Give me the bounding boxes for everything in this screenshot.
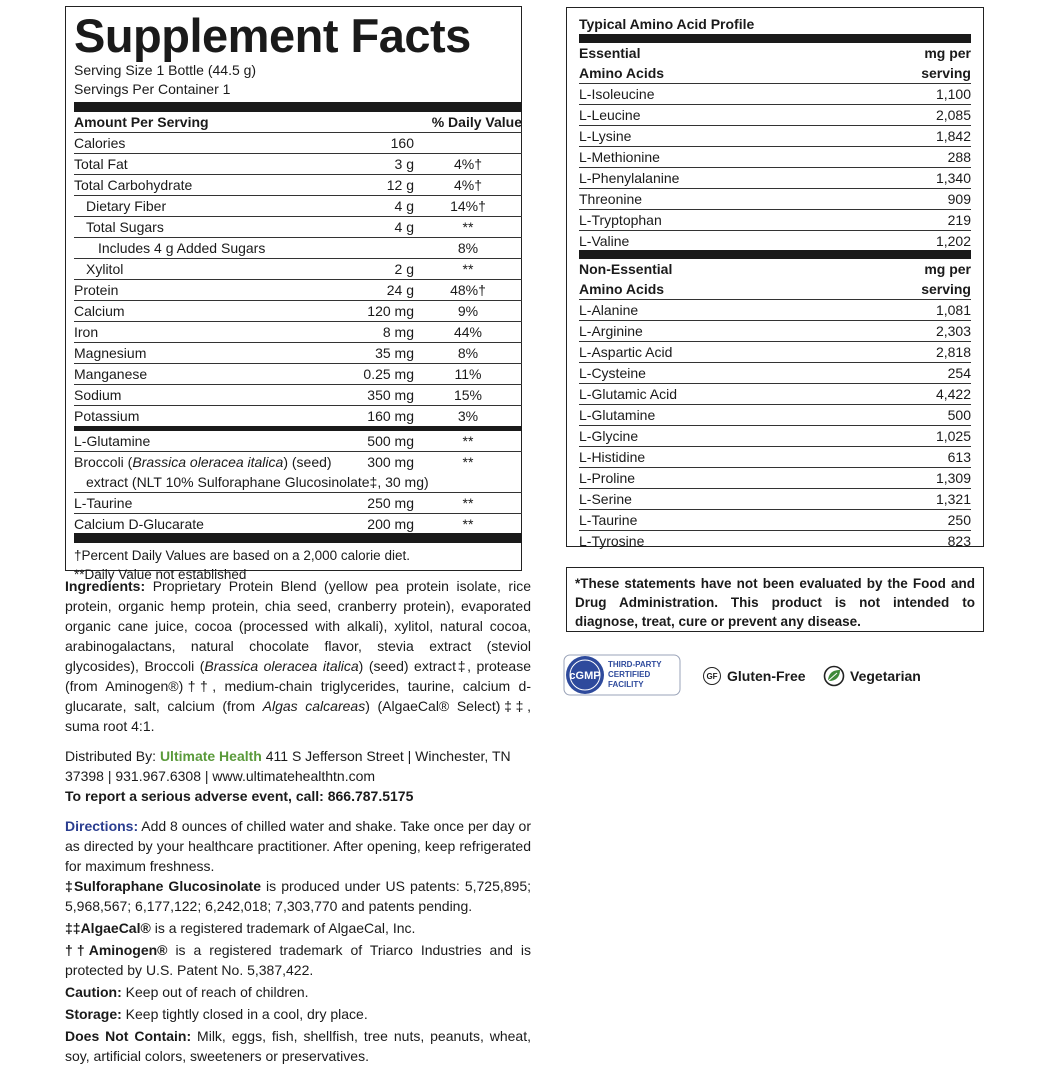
ingredient-amount: 500 mg: [367, 433, 414, 449]
nutrient-amount: 12 g: [386, 177, 414, 193]
nutrient-name: Magnesium: [74, 345, 147, 361]
nutrient-row: [74, 364, 522, 385]
amino-acid-row: [579, 168, 971, 189]
nutrient-amount: 35 mg: [375, 345, 414, 361]
nutrient-amount: 8 mg: [382, 324, 414, 340]
nutrient-amount: 160: [390, 135, 414, 151]
does-not-contain-paragraph: [65, 1026, 531, 1066]
aminogen-paragraph: [65, 940, 531, 980]
nutrient-row: [74, 133, 522, 154]
nutrient-daily-value: 4%†: [453, 177, 483, 193]
unit-hdr-1: mg per: [924, 45, 971, 61]
nutrient-daily-value: 11%: [454, 366, 482, 382]
nutrient-daily-value: 48%†: [450, 282, 486, 298]
nutrient-daily-value: 15%: [453, 387, 483, 403]
amino-acid-mg: 288: [947, 149, 971, 165]
amino-acid-name: L-Proline: [579, 470, 636, 486]
nutrient-daily-value: **: [462, 261, 474, 277]
amino-acid-row: [579, 426, 971, 447]
nutrient-daily-value: 14%†: [450, 198, 486, 214]
amino-acid-mg: 909: [947, 191, 971, 207]
caution-text: Keep out of reach of children.: [121, 984, 309, 1000]
amino-acid-mg: 1,202: [935, 233, 971, 249]
nutrient-row: [74, 154, 522, 175]
ingredient-daily-value: **: [462, 516, 474, 532]
amino-acid-mg: 823: [947, 533, 971, 549]
cgmp-line-1: THIRD-PARTY: [608, 660, 662, 669]
sulforaphane-label: ‡Sulforaphane Glucosinolate: [65, 878, 262, 894]
nutrient-row: [74, 175, 522, 196]
nutrient-amount: 160 mg: [367, 408, 414, 424]
nutrient-amount: 120 mg: [367, 303, 414, 319]
amino-acid-mg: 1,309: [935, 470, 971, 486]
essential-hdr-1: Essential: [579, 45, 641, 61]
unit-hdr-2: serving: [921, 65, 971, 81]
ingredient-name-a: Broccoli (: [74, 454, 133, 470]
nutrient-rows: [74, 133, 521, 426]
amino-acid-row: [579, 126, 971, 147]
nutrient-daily-value: [414, 133, 522, 153]
ingredients-label: Ingredients:: [65, 578, 146, 594]
algaecal-paragraph: [65, 918, 531, 938]
divider-thick-mid: [579, 250, 971, 259]
nutrient-daily-value: 4%†: [453, 156, 483, 172]
amino-acid-row: [579, 384, 971, 405]
amino-acid-row: [579, 447, 971, 468]
amino-acid-name: L-Glutamic Acid: [579, 386, 678, 402]
nutrient-daily-value: 8%: [457, 345, 479, 361]
nonessential-hdr-1: Non-Essential: [579, 261, 673, 277]
nutrient-daily-value: **: [462, 219, 474, 235]
nutrient-daily-value: 44%: [453, 324, 483, 340]
ingredient-amount: 250 mg: [367, 495, 414, 511]
distributor-paragraph: [65, 746, 531, 786]
ingredient-daily-value: **: [462, 433, 474, 449]
header-daily-value: % Daily Value: [431, 114, 522, 130]
nonessential-header: [579, 259, 971, 300]
ingredients-text-a: Proprietary Protein Blend (yellow pea protein isolate, rice protein, organic hemp protein, chia seed, cranberry protein), evaporated organic cane juice, cocoa (processed with alkali), xylitol, natural cocoa, arabinogalactans, natural chocolate flavor, stevia extract (steviol glycosides), Broccoli (: [65, 578, 531, 674]
distributor-brand: Ultimate Health: [159, 748, 262, 764]
nutrient-daily-value: 8%: [457, 240, 479, 256]
amino-acid-mg: 500: [947, 407, 971, 423]
facts-title: Supplement Facts: [74, 9, 471, 62]
amino-acid-row: [579, 231, 971, 251]
amino-acid-name: L-Glutamine: [579, 407, 656, 423]
nutrient-name: Calories: [74, 135, 126, 151]
amino-acid-name: L-Isoleucine: [579, 86, 655, 102]
cgmp-mark: cGMP: [569, 670, 601, 682]
nutrient-name: Potassium: [74, 408, 140, 424]
amino-acid-name: L-Serine: [579, 491, 632, 507]
ingredients-paragraph: [65, 576, 531, 736]
nutrient-name: Total Fat: [74, 156, 128, 172]
nutrient-amount: 2 g: [394, 261, 414, 277]
nutrient-name: Sodium: [74, 387, 122, 403]
storage-label: Storage:: [65, 1006, 122, 1022]
ingredient-name-line2: extract (NLT 10% Sulforaphane Glucosinolate‡, 30 mg): [86, 474, 429, 490]
nutrient-row: [74, 280, 522, 301]
does-not-contain-text: Milk, eggs, fish, shellfish, tree nuts, peanuts, wheat, soy, artificial colors, sweeteners or preservatives.: [65, 1028, 531, 1064]
amino-acid-name: L-Phenylalanine: [579, 170, 680, 186]
nutrient-amount: 0.25 mg: [363, 366, 414, 382]
sulforaphane-text: is produced under US patents: 5,725,895; 5,968,567; 6,177,122; 6,242,018; 7,303,770 and patents pending.: [65, 878, 531, 914]
cgmp-line-2: CERTIFIED: [608, 670, 651, 679]
header-amount: Amount Per Serving: [74, 114, 209, 130]
essential-hdr-2: Amino Acids: [579, 65, 665, 81]
distributor-label: Distributed By:: [65, 748, 160, 764]
amino-acid-mg: 4,422: [935, 386, 971, 402]
nutrient-row: [74, 406, 522, 426]
nutrient-row: [74, 196, 522, 217]
nutrient-row: [74, 217, 522, 238]
distributor-address: 411 S Jefferson Street | Winchester, TN 37398 | 931.967.6308 | www.ultimatehealthtn.com: [65, 748, 511, 784]
nutrient-amount: 350 mg: [367, 387, 414, 403]
ingredients-text-c: ) (AlgaeCal® Select)‡‡, suma root 4:1.: [65, 698, 531, 734]
caution-label: Caution:: [65, 984, 122, 1000]
cgmp-certified-badge: [563, 654, 681, 696]
algaecal-text: is a registered trademark of AlgaeCal, Inc.: [150, 920, 416, 936]
amino-acid-mg: 2,303: [935, 323, 971, 339]
ingredient-amount: 200 mg: [367, 516, 414, 532]
nutrient-name: Dietary Fiber: [86, 198, 167, 214]
amino-acid-row: [579, 531, 971, 551]
storage-paragraph: [65, 1004, 531, 1024]
nutrient-name: Protein: [74, 282, 119, 298]
nutrient-row: [74, 343, 522, 364]
nutrient-daily-value: 3%: [457, 408, 479, 424]
amino-acid-name: L-Aspartic Acid: [579, 344, 673, 360]
amino-acid-mg: 250: [947, 512, 971, 528]
ingredient-row: [74, 514, 522, 534]
footnote-dv: †Percent Daily Values are based on a 2,000 calorie diet.: [74, 548, 410, 563]
amino-acid-row: [579, 363, 971, 384]
amino-acid-mg: 2,818: [935, 344, 971, 360]
amino-acid-mg: 254: [947, 365, 971, 381]
nutrient-row: [74, 301, 522, 322]
ingredient-row: [74, 452, 522, 493]
servings-per-container: Servings Per Container 1: [74, 81, 231, 97]
amino-acid-row: [579, 468, 971, 489]
directions-paragraph: [65, 816, 531, 876]
amino-acid-row: [579, 105, 971, 126]
amino-acid-row: [579, 489, 971, 510]
directions-text: Add 8 ounces of chilled water and shake. Take once per day or as directed by your healthcare practitioner. After opening, keep refrigerated for maximum freshness.: [65, 818, 531, 874]
amino-acid-row: [579, 510, 971, 531]
vegetarian-label: Vegetarian: [850, 668, 921, 684]
divider-thick: [74, 102, 522, 112]
nutrient-row: [74, 238, 522, 259]
amino-acid-name: L-Lysine: [579, 128, 632, 144]
ingredient-name: L-Glutamine: [74, 433, 151, 449]
amino-acid-mg: 1,321: [935, 491, 971, 507]
serving-size: Serving Size 1 Bottle (44.5 g): [74, 62, 257, 78]
amino-acid-name: Threonine: [579, 191, 643, 207]
nutrient-amount: 4 g: [394, 198, 414, 214]
divider-thick-bottom: [74, 533, 522, 543]
amino-acid-row: [579, 342, 971, 363]
amino-acid-name: L-Leucine: [579, 107, 641, 123]
ingredient-daily-value: **: [462, 454, 474, 470]
storage-text: Keep tightly closed in a cool, dry place.: [121, 1006, 368, 1022]
ingredient-amount: 300 mg: [367, 454, 414, 470]
amino-acid-mg: 613: [947, 449, 971, 465]
ingredient-name-b: ) (seed): [283, 454, 332, 470]
nutrient-name: Manganese: [74, 366, 148, 382]
nutrient-name: Includes 4 g Added Sugars: [98, 240, 266, 256]
directions-label: Directions:: [65, 818, 139, 834]
aminogen-label: ††Aminogen®: [65, 942, 168, 958]
nutrient-amount: [334, 238, 414, 258]
gluten-free-label: Gluten-Free: [727, 668, 806, 684]
amino-acid-name: L-Histidine: [579, 449, 646, 465]
ingredient-row: [74, 493, 522, 514]
adverse-event-line: To report a serious adverse event, call: 866.787.5175: [65, 788, 414, 804]
supplement-facts-panel: [65, 6, 522, 582]
amino-acid-name: L-Valine: [579, 233, 630, 249]
nutrient-name: Xylitol: [86, 261, 124, 277]
label-text-column: [65, 576, 531, 1066]
caution-paragraph: [65, 982, 531, 1002]
amino-acid-name: L-Glycine: [579, 428, 639, 444]
amino-acid-name: L-Methionine: [579, 149, 660, 165]
gluten-free-badge: [703, 667, 806, 685]
other-ingredient-rows: [74, 431, 521, 534]
amino-acid-row: [579, 300, 971, 321]
does-not-contain-label: Does Not Contain:: [65, 1028, 192, 1044]
amino-title: Typical Amino Acid Profile: [579, 16, 755, 32]
amino-acid-name: L-Taurine: [579, 512, 638, 528]
amino-acid-mg: 1,025: [935, 428, 971, 444]
gluten-free-icon: GF: [703, 667, 721, 685]
unit-hdr-2b: serving: [921, 281, 971, 297]
nutrient-daily-value: 9%: [457, 303, 479, 319]
cgmp-line-3: FACILITY: [608, 680, 644, 689]
aminogen-text: is a registered trademark of Triarco Industries and is protected by U.S. Patent No. 5,387,422.: [65, 942, 531, 978]
vegetarian-badge: [823, 665, 921, 687]
amino-acid-name: L-Cysteine: [579, 365, 646, 381]
amino-acid-row: [579, 84, 971, 105]
footnote-not-established: **Daily Value not established: [74, 567, 247, 582]
amino-acid-row: [579, 405, 971, 426]
nutrient-amount: 3 g: [394, 156, 414, 172]
ingredients-italic-1: Brassica oleracea italica: [204, 658, 359, 674]
nutrient-name: Total Carbohydrate: [74, 177, 193, 193]
fda-disclaimer: *These statements have not been evaluated by the Food and Drug Administration. This product is not intended to diagnose, treat, cure or prevent any disease.: [566, 567, 984, 632]
unit-hdr-1b: mg per: [924, 261, 971, 277]
nutrient-name: Iron: [74, 324, 99, 340]
leaf-icon: [823, 665, 845, 687]
nonessential-rows: [579, 300, 971, 551]
nutrient-name: Calcium: [74, 303, 125, 319]
amino-acid-name: L-Arginine: [579, 323, 643, 339]
essential-header: [579, 43, 971, 84]
amino-acid-row: [579, 189, 971, 210]
amino-acid-mg: 1,842: [935, 128, 971, 144]
amino-acid-name: L-Alanine: [579, 302, 639, 318]
nutrient-amount: 24 g: [386, 282, 414, 298]
facts-header-row: [74, 112, 522, 133]
nutrient-row: [74, 385, 522, 406]
nutrient-name: Total Sugars: [86, 219, 164, 235]
ingredients-italic-2: Algas calcareas: [262, 698, 366, 714]
amino-acid-mg: 1,081: [935, 302, 971, 318]
amino-acid-name: L-Tryptophan: [579, 212, 662, 228]
amino-acid-profile-panel: [566, 7, 984, 547]
certification-badges: [563, 654, 983, 698]
divider-thick: [579, 34, 971, 43]
ingredient-daily-value: **: [462, 495, 474, 511]
algaecal-label: ‡‡AlgaeCal®: [65, 920, 151, 936]
sulforaphane-paragraph: [65, 876, 531, 916]
amino-acid-mg: 219: [947, 212, 971, 228]
nonessential-hdr-2: Amino Acids: [579, 281, 665, 297]
ingredient-name: L-Taurine: [74, 495, 133, 511]
amino-acid-name: L-Tyrosine: [579, 533, 645, 549]
ingredient-row: [74, 431, 522, 452]
amino-acid-mg: 1,100: [935, 86, 971, 102]
amino-acid-row: [579, 210, 971, 231]
nutrient-row: [74, 322, 522, 343]
ingredient-name-italic: Brassica oleracea italica: [132, 454, 284, 470]
amino-acid-mg: 2,085: [935, 107, 971, 123]
amino-acid-mg: 1,340: [935, 170, 971, 186]
essential-rows: [579, 84, 971, 251]
ingredient-name: Calcium D-Glucarate: [74, 516, 204, 532]
nutrient-row: [74, 259, 522, 280]
ingredients-text-b: ) (seed) extract‡, protease (from Aminogen®)††, medium-chain triglycerides, taurine, calcium d-glucarate, salt, calcium (from: [65, 658, 532, 714]
nutrient-amount: 4 g: [394, 219, 414, 235]
amino-acid-row: [579, 147, 971, 168]
amino-acid-row: [579, 321, 971, 342]
